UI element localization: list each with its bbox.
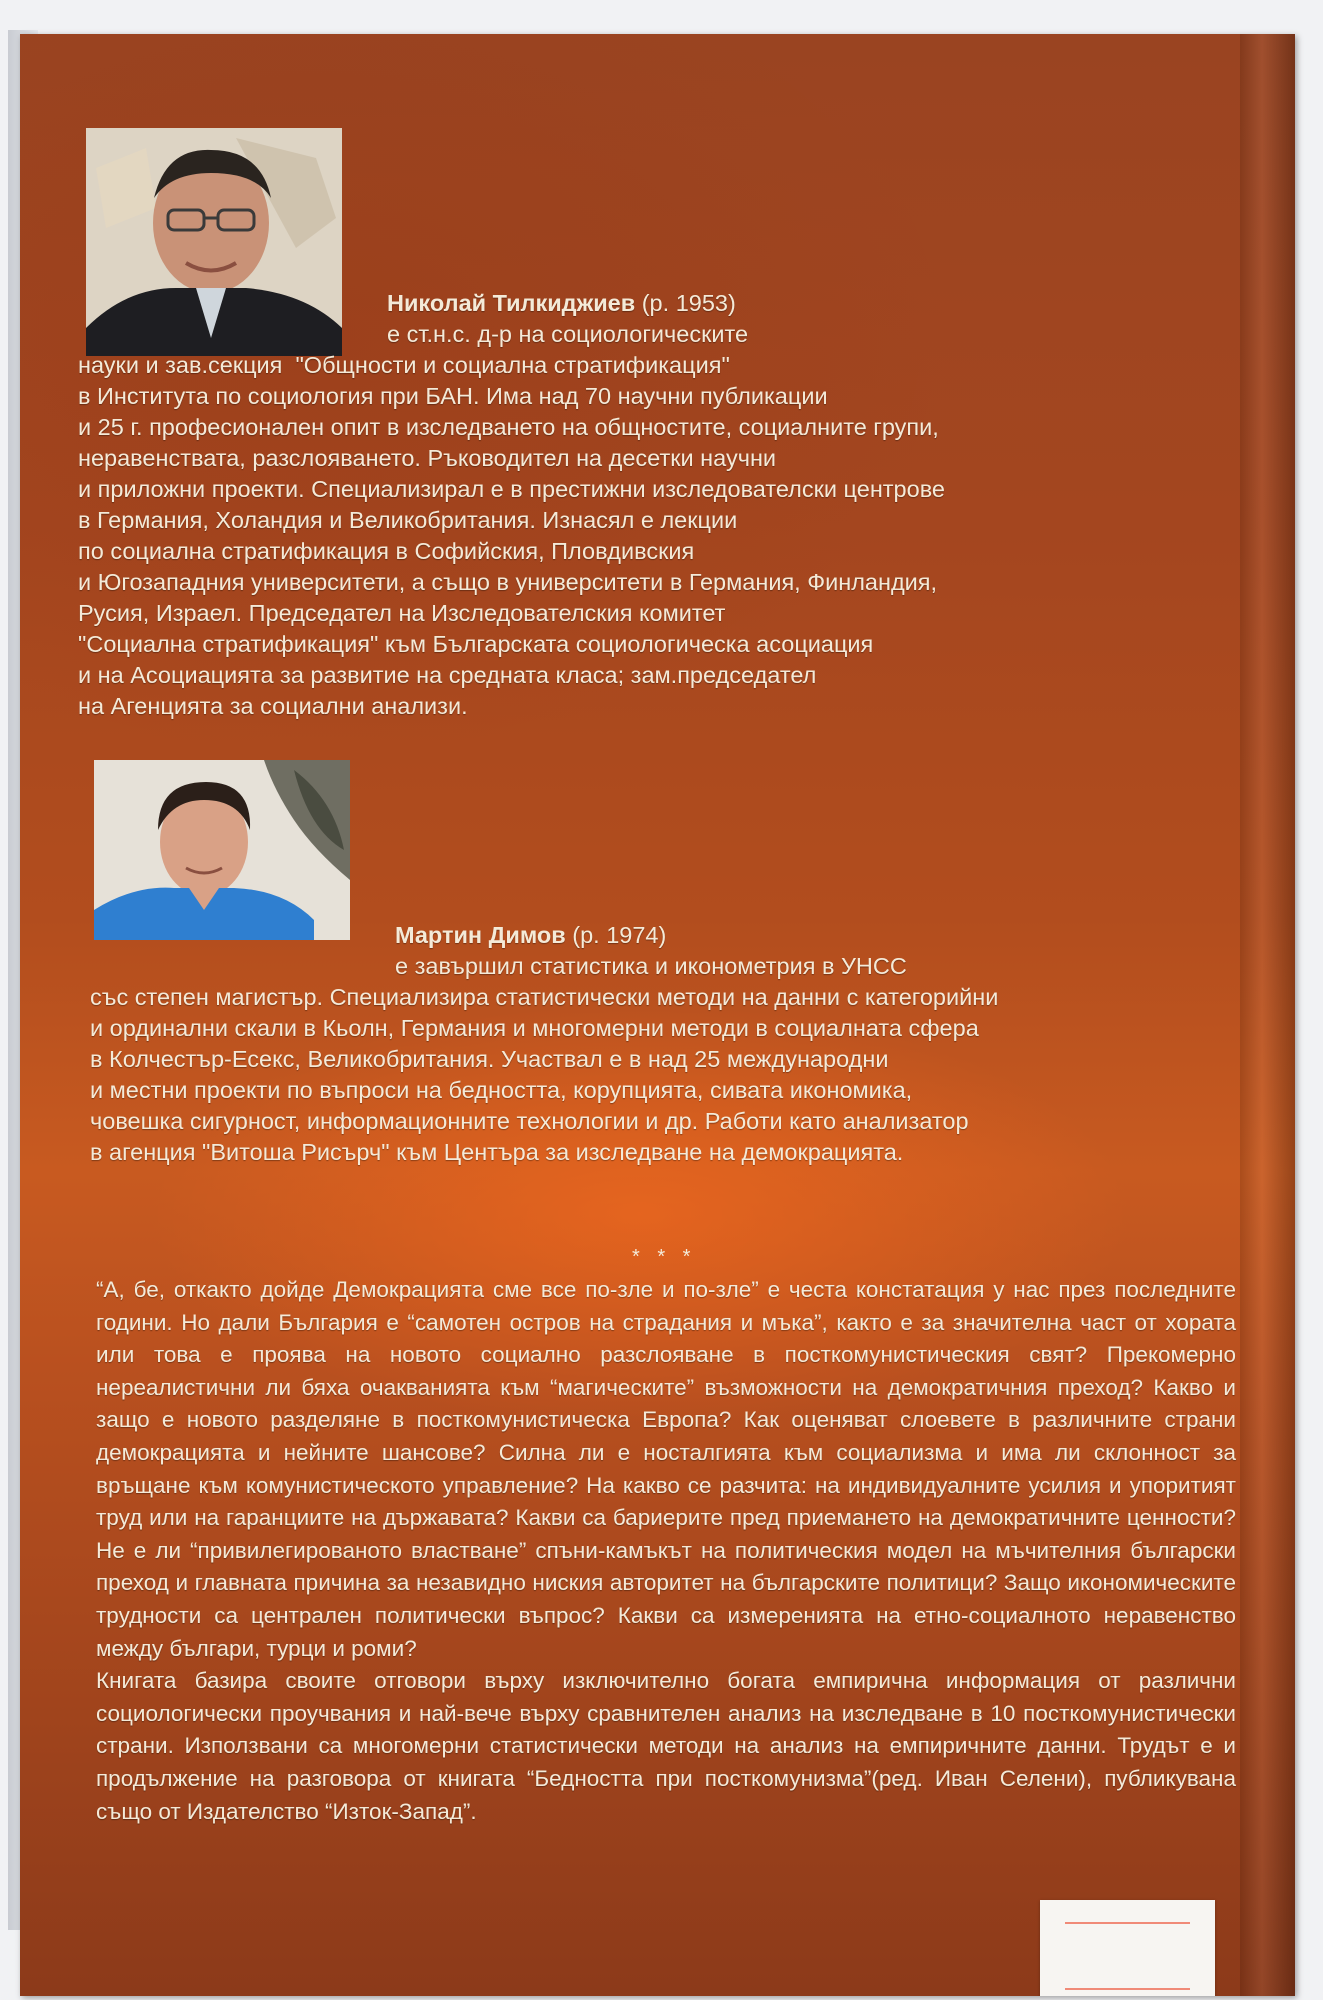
- author1-line: по социална стратификация в Софийския, Пловдивския: [78, 538, 695, 564]
- author2-line: в Колчестър-Есекс, Великобритания. Участвал е в над 25 международни: [90, 1046, 889, 1072]
- author1-line: е ст.н.с. д-р на социологическите: [387, 321, 749, 347]
- author2-heading: [395, 920, 666, 951]
- author1-line: в Германия, Холандия и Великобритания. Изнасял е лекции: [78, 507, 738, 533]
- author2-birth: (р. 1974): [572, 922, 667, 948]
- author2-line: в агенция "Витоша Рисърч" към Центъра за изследване на демокрацията.: [90, 1139, 904, 1165]
- author1-line: на Агенцията за социални анализи.: [78, 693, 468, 719]
- author2-line: и ординални скали в Кьолн, Германия и многомерни методи в социалната сфера: [90, 1015, 979, 1041]
- description-paragraph: Книгата базира своите отговори върху изключително богата емпирична информация от различни социологически проучвания и най-вече върху сравнителен анализ на изследване в 10 посткомунистически страни. Използвани са многомерни статистически методи на анализ на емпиричните данни. Трудът е и продължение на разговора от книгата “Бедността при посткомунизма”(ред. Иван Селени), публикувана също от Издателство “Изток-Запад”.: [96, 1668, 1236, 1824]
- sticker-line: [1065, 1922, 1190, 1924]
- author2-line: със степен магистър. Специализира статистически методи на данни с категорийни: [90, 984, 999, 1010]
- author2-line: човешка сигурност, информационните технологии и др. Работи като анализатор: [90, 1108, 969, 1134]
- author-photo-tilkidzhiev: [86, 128, 342, 356]
- portrait-illustration: [86, 128, 342, 356]
- author-photo-dimov: [94, 760, 350, 940]
- sticker-line: [1065, 1988, 1190, 1990]
- book-back-cover: [20, 34, 1295, 1996]
- author1-line: и 25 г. професионален опит в изследването на общностите, социалните групи,: [78, 414, 939, 440]
- portrait-illustration: [94, 760, 350, 940]
- author1-line: и Югозападния университети, а също в университети в Германия, Финландия,: [78, 569, 938, 595]
- author1-heading: [387, 288, 736, 319]
- price-sticker: [1040, 1900, 1215, 1996]
- author1-name: Николай Тилкиджиев: [387, 290, 636, 316]
- author1-line: науки и зав.секция "Общности и социална стратификация": [78, 352, 730, 378]
- section-separator: * * *: [632, 1246, 697, 1268]
- book-spine: [1240, 34, 1295, 1996]
- author1-line: Русия, Израел. Председател на Изследователския комитет: [78, 600, 726, 626]
- author2-name: Мартин Димов: [395, 922, 566, 948]
- author1-line: в Института по социология при БАН. Има над 70 научни публикации: [78, 383, 828, 409]
- author2-line: е завършил статистика и иконометрия в УНСС: [395, 953, 907, 979]
- author1-line: "Социална стратификация" към Българската социологическа асоциация: [78, 631, 874, 657]
- author1-birth: (р. 1953): [641, 290, 736, 316]
- author1-line: неравенствата, разслояването. Ръководител на десетки научни: [78, 445, 777, 471]
- description-paragraph: “А, бе, откакто дойде Демокрацията сме все по-зле и по-зле” е честа констатация у нас през последните години. Но дали България е “самотен остров на страдания и мъка”, както е за значителна част от хората или това е проява на новото социално разслояване в посткомунистическия свят? Прекомерно нереалистични ли бяха очакванията към “магическите” възможности на демократичния преход? Какво и защо е новото разделяне в посткомунистическа Европа? Как оценяват слоевете в различните страни демокрацията и нейните шансове? Силна ли е носталгията към социализма и има ли склонност за връщане към комунистическото управление? На какво се разчита: на индивидуалните усилия и упоритият труд или на гаранциите на държавата? Какви са бариерите пред приемането на демократичните ценности? Не е ли “привилегированото властване” спъни-камъкът на политическия модел на мъчителния български преход и главната причина за незавидно ниския авторитет на българските политици? Защо икономическите трудности са централен политически въпрос? Какви са измеренията на етно-социалното неравенство между българи, турци и роми?: [96, 1277, 1236, 1661]
- author2-line: и местни проекти по въпроси на бедността, корупцията, сивата икономика,: [90, 1077, 913, 1103]
- author1-line: и на Асоциацията за развитие на средната класа; зам.председател: [78, 662, 817, 688]
- author1-line: и приложни проекти. Специализирал е в престижни изследователски центрове: [78, 476, 945, 502]
- book-description: [96, 1274, 1236, 1828]
